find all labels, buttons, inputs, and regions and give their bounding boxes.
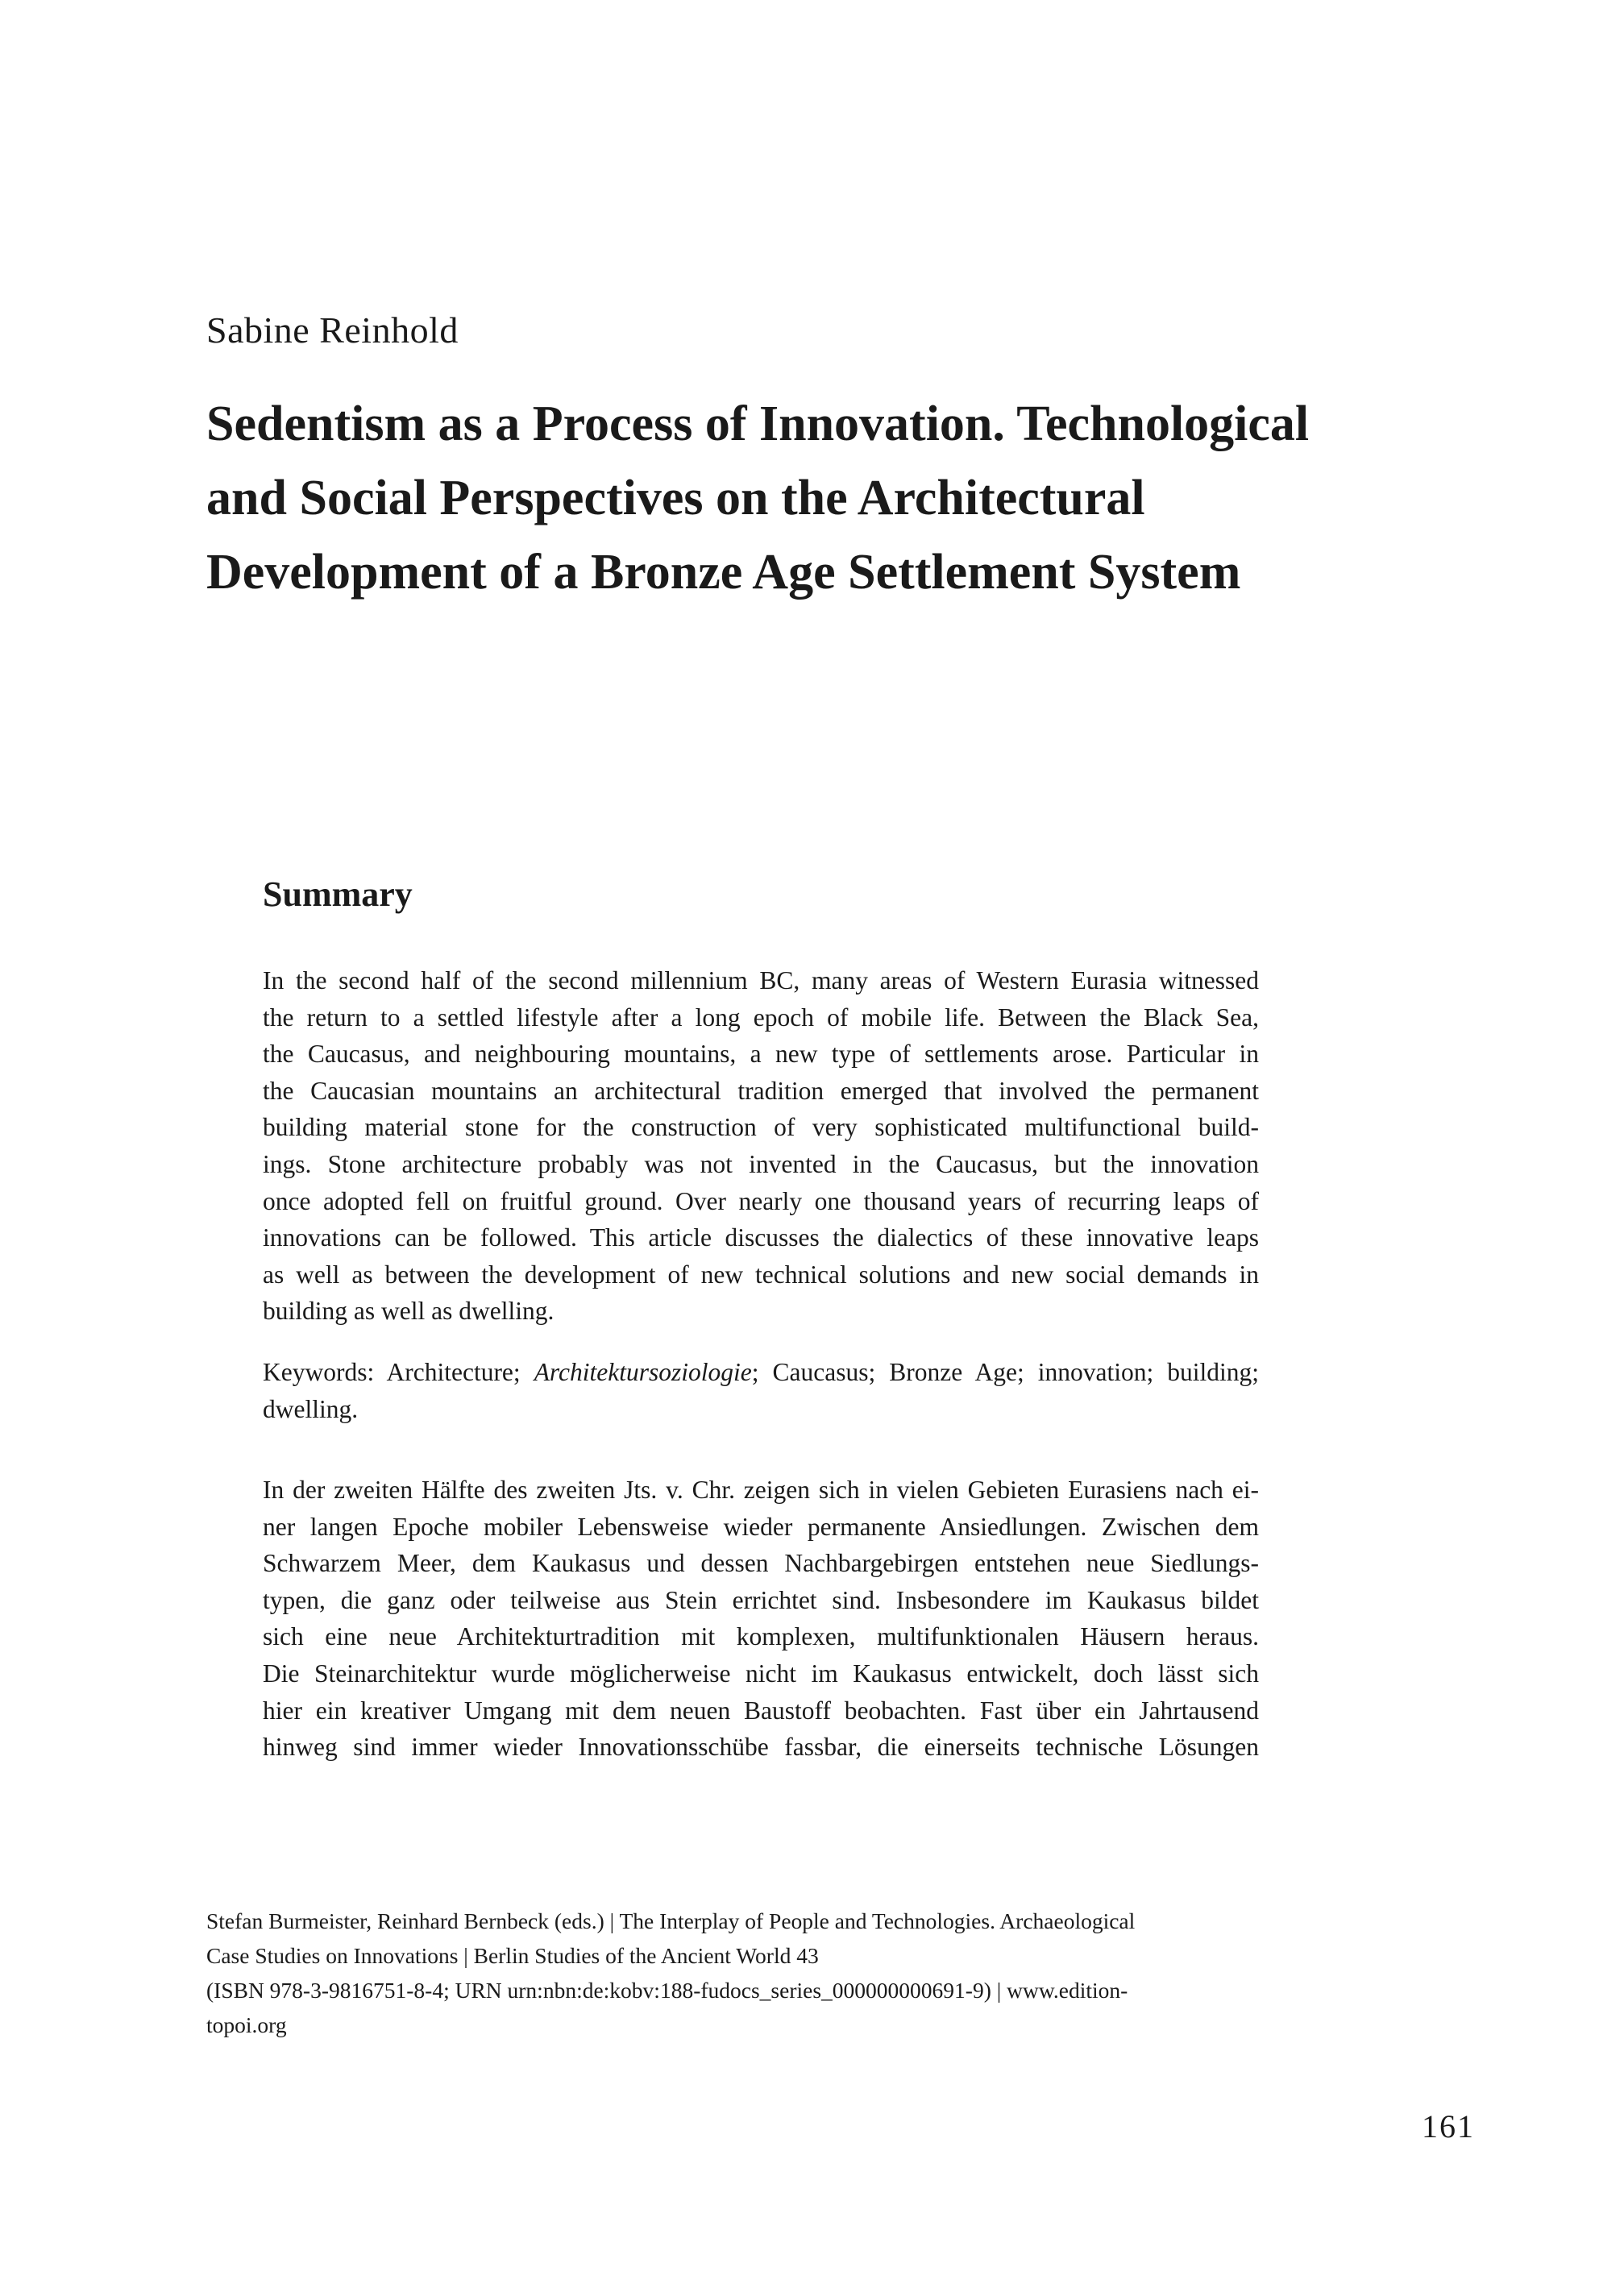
title-line: and Social Perspectives on the Architectural <box>206 471 1145 525</box>
keywords-line: dwelling. <box>263 1394 359 1423</box>
abstract-line: ner langen Epoche mobiler Lebensweise wieder permanente Ansiedlungen. Zwischen dem <box>263 1512 1259 1541</box>
keywords-suffix: ; Caucasus; Bronze Age; innovation; building; <box>751 1358 1259 1386</box>
abstract-line: typen, die ganz oder teilweise aus Stein errichtet sind. Insbesondere im Kaukasus bildet <box>263 1585 1259 1614</box>
abstract-line: as well as between the development of new technical solutions and new social demands in <box>263 1260 1259 1289</box>
abstract-line: building material stone for the construction of very sophisticated multifunctional build- <box>263 1113 1259 1142</box>
abstract-line: once adopted fell on fruitful ground. Over nearly one thousand years of recurring leaps of <box>263 1186 1259 1215</box>
abstract-line: the Caucasus, and neighbouring mountains, a new type of settlements arose. Particular in <box>263 1040 1259 1069</box>
keywords-prefix: Keywords: Architecture; <box>263 1358 534 1386</box>
summary-heading: Summary <box>263 874 413 914</box>
abstract-line: Schwarzem Meer, dem Kaukasus und dessen Nachbargebirgen entstehen neue Siedlungs- <box>263 1549 1259 1578</box>
abstract-line: the Caucasian mountains an architectural tradition emerged that involved the permanent <box>263 1076 1259 1105</box>
abstract-line: building as well as dwelling. <box>263 1297 554 1326</box>
footer-line: Stefan Burmeister, Reinhard Bernbeck (eds.) | The Interplay of People and Technologies. Archaeological <box>206 1908 1136 1933</box>
article-title <box>206 387 1576 609</box>
keywords <box>263 1354 1259 1427</box>
footer-line: Case Studies on Innovations | Berlin Studies of the Ancient World 43 <box>206 1943 819 1968</box>
title-line: Sedentism as a Process of Innovation. Technological <box>206 397 1310 451</box>
abstract-line: In the second half of the second millennium BC, many areas of Western Eurasia witnessed <box>263 966 1259 994</box>
title-line: Development of a Bronze Age Settlement System <box>206 545 1241 600</box>
abstract-german <box>263 1472 1259 1766</box>
abstract-line: hinweg sind immer wieder Innovationsschübe fassbar, die einerseits technische Lösungen <box>263 1733 1259 1762</box>
abstract-line: the return to a settled lifestyle after a long epoch of mobile life. Between the Black Sea, <box>263 1003 1259 1032</box>
abstract-line: hier ein kreativer Umgang mit dem neuen Baustoff beobachten. Fast über ein Jahrtausend <box>263 1696 1259 1725</box>
publication-footer <box>206 1904 1254 2042</box>
abstract-line: innovations can be followed. This article discusses the dialectics of these innovative leaps <box>263 1223 1259 1252</box>
author-name: Sabine Reinhold <box>206 309 459 351</box>
abstract-line: In der zweiten Hälfte des zweiten Jts. v. Chr. zeigen sich in vielen Gebieten Eurasiens nach ei- <box>263 1476 1259 1504</box>
keywords-line <box>263 1354 1259 1391</box>
footer-line: (ISBN 978-3-9816751-8-4; URN urn:nbn:de:kobv:188-fudocs_series_000000000691-9) | www.edition- <box>206 1978 1128 2003</box>
page-number: 161 <box>1422 2108 1475 2145</box>
keyword-italic: Architektursoziologie <box>534 1358 752 1386</box>
abstract-line: sich eine neue Architekturtradition mit komplexen, multifunktionalen Häusern heraus. <box>263 1622 1259 1651</box>
abstract-line: Die Steinarchitektur wurde möglicherweise nicht im Kaukasus entwickelt, doch lässt sich <box>263 1659 1259 1688</box>
abstract-english <box>263 962 1259 1330</box>
abstract-line: ings. Stone architecture probably was not invented in the Caucasus, but the innovation <box>263 1149 1259 1178</box>
footer-line: topoi.org <box>206 2012 287 2037</box>
